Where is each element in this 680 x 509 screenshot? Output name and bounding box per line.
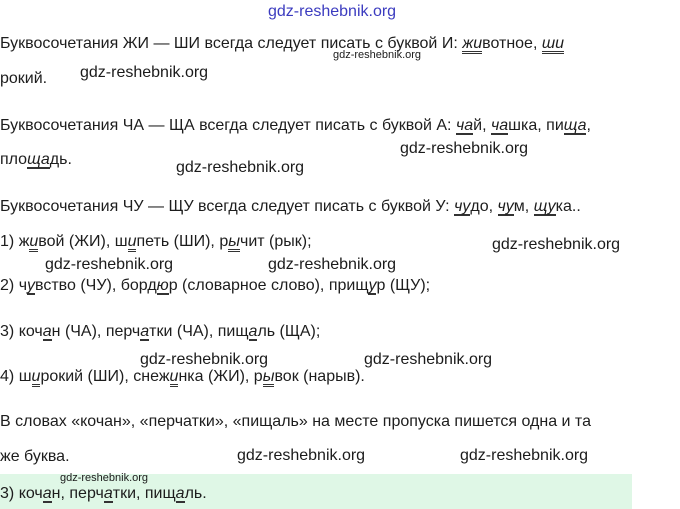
example-highlight: а — [103, 485, 113, 502]
rule-chu-shchu: Буквосочетания ЧУ — ЩУ всегда следует писать с буквой У: чудо, чум, щука.. — [0, 198, 581, 215]
conclusion-text-cont: же буква. — [0, 448, 70, 465]
rule-zhi-shi-cont: рокий. — [0, 70, 48, 87]
example-highlight: а — [140, 323, 150, 340]
example-highlight: и — [169, 368, 179, 385]
list-item: 4) широкий (ШИ), снежинка (ЖИ), рывок (нарыв). — [0, 368, 365, 385]
rule-cha-shcha: Буквосочетания ЧА — ЩА всегда следует писать с буквой А: чай, чашка, пища, — [0, 117, 591, 134]
example-highlight: ча — [455, 117, 474, 134]
watermark: gdz-reshebnik.org — [492, 236, 621, 253]
watermark: gdz-reshebnik.org — [460, 447, 589, 464]
example-highlight: жи — [462, 35, 483, 52]
rule-cha-shcha-cont: площадь. — [0, 151, 72, 168]
example-highlight: а — [42, 323, 52, 340]
watermark: gdz-reshebnik.org — [400, 140, 529, 157]
example-highlight: и — [29, 233, 39, 250]
watermark: gdz-reshebnik.org — [268, 3, 397, 20]
watermark: gdz-reshebnik.org — [364, 351, 493, 368]
example-highlight: ю — [156, 277, 169, 294]
example-highlight: чу — [497, 198, 514, 215]
list-item: 3) кочан (ЧА), перчатки (ЧА), пищаль (ЩА); — [0, 323, 321, 340]
example-highlight: ча — [490, 117, 509, 134]
watermark: gdz-reshebnik.org — [237, 447, 366, 464]
example-highlight: у — [368, 277, 377, 294]
example-highlight: и — [31, 368, 41, 385]
example-highlight: щу — [533, 198, 556, 215]
example-highlight: чу — [454, 198, 471, 215]
example-highlight: а — [175, 485, 185, 502]
rule-zhi-shi: Буквосочетания ЖИ — ШИ всегда следует писать с буквой И: животное, ши — [0, 35, 565, 52]
example-highlight: ы — [262, 368, 275, 385]
answer-line: 3) кочан, перчатки, пищаль. — [0, 485, 207, 502]
watermark: gdz-reshebnik.org — [60, 472, 149, 484]
watermark: gdz-reshebnik.org — [333, 49, 422, 61]
watermark: gdz-reshebnik.org — [80, 64, 209, 81]
example-highlight: у — [27, 277, 36, 294]
example-highlight: и — [127, 233, 137, 250]
watermark: gdz-reshebnik.org — [140, 351, 269, 368]
list-item: 2) чувство (ЧУ), бордюр (словарное слово), прищур (ЩУ); — [0, 277, 431, 294]
watermark: gdz-reshebnik.org — [176, 159, 305, 176]
conclusion-text: В словах «кочан», «перчатки», «пищаль» на месте пропуска пишется одна и та — [0, 413, 591, 430]
watermark: gdz-reshebnik.org — [45, 256, 174, 273]
example-highlight: ши — [541, 35, 565, 52]
example-highlight: ы — [228, 233, 240, 250]
example-highlight: ща — [563, 117, 587, 134]
example-highlight: а — [248, 323, 258, 340]
watermark: gdz-reshebnik.org — [268, 256, 397, 273]
example-highlight: а — [42, 485, 52, 502]
example-highlight: ща — [27, 151, 50, 168]
list-item: 1) живой (ЖИ), шипеть (ШИ), рычит (рык); — [0, 233, 312, 250]
